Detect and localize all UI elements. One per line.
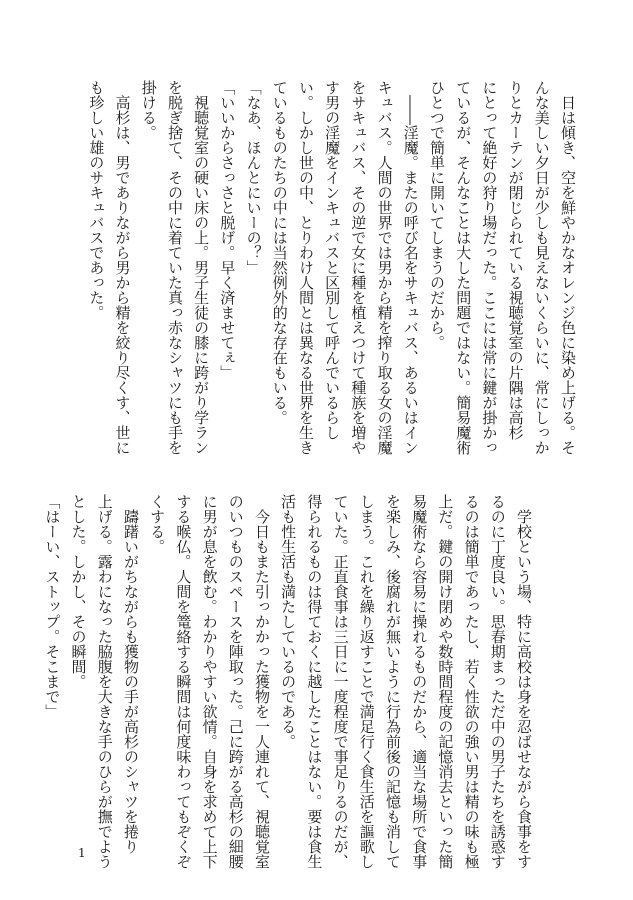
text-line: する喉仏。人間を篭絡する瞬間は何度味わってもぞくぞ bbox=[174, 494, 193, 869]
text-line: 上げる。露わになった脇腹を大きな手のひらが撫でよう bbox=[95, 494, 114, 869]
text-line: るのは簡単であったし、若く性欲の強い男は精の味も極 bbox=[462, 494, 481, 869]
text-line: 躊躇いがちながらも獲物の手が高杉のシャツを捲り bbox=[121, 494, 140, 854]
text-line: い。しかし世の中、とりわけ人間とは異なる世界を生き bbox=[296, 80, 315, 455]
text-line: ひとつで簡単に開いてしまうのだから。 bbox=[427, 80, 446, 350]
text-line: 上だ。鍵の開け閉めや数時間程度の記憶消去といった簡 bbox=[436, 494, 455, 869]
text-line: ――淫魔。またの呼び名をサキュバス、あるいはイン bbox=[401, 80, 420, 455]
text-line: とした。しかし、その瞬間。 bbox=[69, 494, 88, 689]
text-line: 「なあ、ほんとにいーの？」 bbox=[244, 80, 263, 275]
text-line: 活も性生活も満たしているのである。 bbox=[279, 494, 298, 749]
text-line: んな美しい夕日が少しも見えないくらいに、常にしっか bbox=[532, 80, 551, 455]
text-line: す男の淫魔をインキュバスと区別して呼んでいるらし bbox=[323, 80, 342, 440]
text-line: 易魔術なら容易に操れるものだから、適当な場所で食事 bbox=[410, 494, 429, 869]
text-line: 「いいからさっさと脱げ。早く済ませてぇ」 bbox=[218, 80, 237, 380]
text-line: を楽しみ、後腐れが無いように行為前後の記憶も消して bbox=[383, 494, 402, 869]
text-line: にとって絶好の狩り場だった。ここには常に鍵が掛かっ bbox=[480, 80, 499, 455]
text-line: をサキュバス、その逆で女に種を植えつけて種族を増や bbox=[349, 80, 368, 455]
text-line: りとカーテンが閉じられている視聴覚室の片隅は高杉 bbox=[506, 80, 525, 440]
text-line: ていた。正直食事は三日に一度程度で事足りるのだが、 bbox=[331, 494, 350, 869]
text-block-bottom bbox=[43, 494, 537, 869]
text-line: しまう。これを繰り返すことで満足行く食生活を謳歌し bbox=[357, 494, 376, 869]
text-line: くする。 bbox=[148, 494, 167, 554]
page-number: 1 bbox=[78, 846, 86, 860]
text-line: ているが、そんなことは大した問題ではない。簡易魔術 bbox=[454, 80, 473, 455]
text-line: ているものたちの中には当然例外的な存在もいる。 bbox=[270, 80, 289, 425]
text-line: 視聴覚室の硬い床の上。男子生徒の膝に跨がり学ラン bbox=[192, 80, 211, 455]
text-line: 「はーい、ストップ。そこまで」 bbox=[43, 494, 62, 719]
text-line: を脱ぎ捨て、その中に着ていた真っ赤なシャツにも手を bbox=[165, 80, 184, 455]
text-block-top bbox=[87, 80, 581, 455]
text-line: のいつものスペースを陣取った。己に跨がる高杉の細腰 bbox=[226, 494, 245, 869]
text-line: 高杉は、男でありながら男から精を絞り尽くす、世に bbox=[113, 80, 132, 455]
text-line: 日は傾き、空を鮮やかなオレンジ色に染め上げる。そ bbox=[559, 80, 577, 455]
text-line: に男が息を飲む。わかりやすい欲情。自身を求めて上下 bbox=[200, 494, 219, 869]
text-line: るのに丁度良い。思春期まっただ中の男子たちを誘惑す bbox=[488, 494, 507, 869]
text-line: 掛ける。 bbox=[139, 80, 158, 140]
text-line: 学校という場、特に高校は身を忍ばせながら食事をす bbox=[515, 494, 533, 869]
text-line: も珍しい雄のサキュバスであった。 bbox=[87, 80, 106, 320]
text-line: 得られるものは得ておくに越したことはない。要は食生 bbox=[305, 494, 324, 869]
text-line: キュバス。人間の世界では男から精を搾り取る女の淫魔 bbox=[375, 80, 394, 455]
text-line: 今日もまた引っかかった獲物を一人連れて、視聴覚室 bbox=[252, 494, 271, 869]
